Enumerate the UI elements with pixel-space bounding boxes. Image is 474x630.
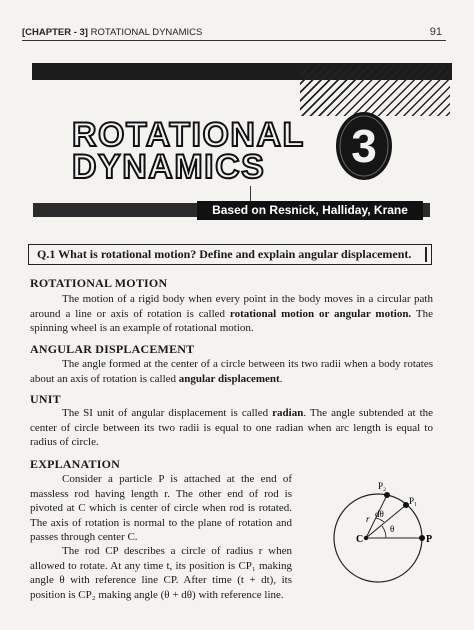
label-r: r — [366, 514, 370, 524]
chapter-tag: [CHAPTER - 3] — [22, 27, 88, 38]
heading-rotational-motion: ROTATIONAL MOTION — [30, 276, 168, 290]
para-angular-displacement: The angle formed at the center of a circle between its two radii when a body rotates about an axis of rotation is called angular displacement. — [30, 358, 433, 385]
question-box — [28, 244, 432, 265]
para-explanation-2: The rod CP describes a circle of radius r when allowed to rotate. At any time t, its position is CP₁ making angle θ with reference line CP. After time (t + dt), its position is CP₂ making angle (θ + dθ) with reference line. — [30, 545, 292, 601]
para-unit: The SI unit of angular displacement is called radian. The angle subtended at the center of circle between its two radii is equal to one radian when arc length is equal to radius of circle. — [30, 407, 434, 448]
running-header — [22, 27, 202, 38]
label-c: C — [356, 534, 364, 545]
heading-angular-displacement: ANGULAR DISPLACEMENT — [30, 342, 195, 356]
para-explanation-1: Consider a particle P is attached at the end of massless rod having length r. The other end of rod is pivoted at C which is center of circle when rod is rotated. The axis of rotation is normal to the plane of rotation and passes through center C. — [30, 473, 292, 543]
chapter-title: ROTATIONAL DYNAMICS — [90, 27, 203, 38]
page-number: 91 — [429, 26, 442, 38]
point-p — [419, 535, 425, 541]
banner-hatching — [300, 66, 450, 116]
label-p: P — [426, 534, 433, 545]
radius-cp1 — [366, 505, 406, 538]
label-theta: θ — [390, 524, 395, 534]
point-p2 — [384, 492, 390, 498]
question-label: Q.1 — [37, 247, 56, 261]
heading-explanation: EXPLANATION — [30, 457, 120, 471]
chapter-number-badge — [334, 110, 394, 182]
heading-unit: UNIT — [30, 392, 61, 406]
question-text: What is rotational motion? Define and explain angular displacement. — [58, 247, 412, 261]
header-rule — [22, 40, 446, 41]
para-rotational-motion: The motion of a rigid body when every point in the body moves in a circular path around a line or axis of rotation is called rotational motion or angular motion. The spinning wheel is an example of rotational motion. — [30, 293, 433, 334]
label-dtheta: dθ — [375, 509, 384, 519]
rotation-diagram — [316, 478, 440, 593]
chapter-title-line1: ROTATIONAL — [72, 116, 305, 154]
center-point — [364, 536, 368, 540]
badge-number: 3 — [351, 120, 377, 172]
chapter-title-line2: DYNAMICS — [72, 148, 266, 186]
label-p1: P₁ — [409, 496, 418, 506]
box-marker — [425, 247, 427, 262]
theta-arc — [382, 526, 386, 538]
label-p2: P₂ — [378, 481, 387, 491]
source-credit: Based on Resnick, Halliday, Krane — [197, 201, 423, 220]
